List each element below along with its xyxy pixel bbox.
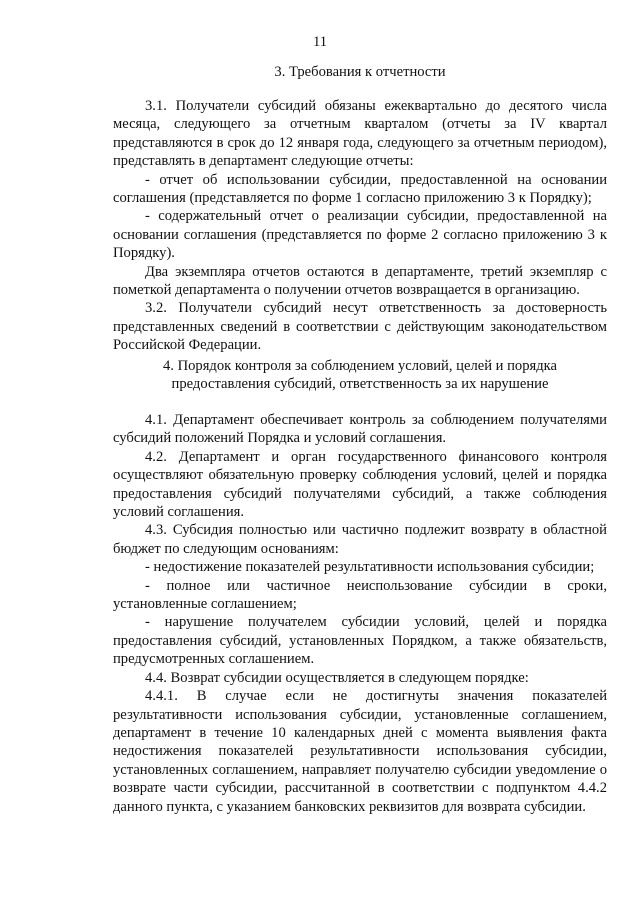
paragraph-3-1: 3.1. Получатели субсидий обязаны ежеквартально до десятого числа месяца, следующего за отчетным кварталом (отчеты за IV квартал представляются в срок до 12 января года, следующего за отчетным периодом), представлять в департамент следующие отчеты: <box>113 98 607 170</box>
paragraph-4-3: 4.3. Субсидия полностью или частично подлежит возврату в областной бюджет по следующим основаниям: <box>113 522 607 557</box>
paragraph-4-2: 4.2. Департамент и орган государственного финансового контроля осуществляют обязательную проверку соблюдения условий, целей и порядка предоставления субсидий получателями субсидий, а также соблюдения условий соглашения. <box>113 448 607 521</box>
section-4-title-line-2: предоставления субсидий, ответственность за их нарушение <box>171 376 549 393</box>
section-4-title-line-1: 4. Порядок контроля за соблюдением условий, целей и порядка <box>162 358 558 374</box>
list-item-ground-1: - недостижение показателей результативности использования субсидии; <box>145 559 595 576</box>
list-item-ground-2: - полное или частичное неиспользование субсидии в сроки, установленные соглашением; <box>113 577 607 613</box>
page-number: 11 <box>312 34 328 50</box>
paragraph-copies: Два экземпляра отчетов остаются в департаменте, третий экземпляр с пометкой департамента о получении отчетов возвращается в организацию. <box>113 263 607 299</box>
paragraph-4-4: 4.4. Возврат субсидии осуществляется в следующем порядке: <box>145 669 529 686</box>
paragraph-3-2: 3.2. Получатели субсидий несут ответственность за достоверность представленных сведений в соответствии с действующим законодательством Российской Федерации. <box>113 300 607 354</box>
paragraph-4-1: 4.1. Департамент обеспечивает контроль за соблюдением получателями субсидий положений Порядка и условий соглашения. <box>113 412 607 447</box>
list-item-report-content: - содержательный отчет о реализации субсидии, предоставленной на основании соглашения (представляется по форме 2 согласно приложению 3 к Порядку). <box>113 208 607 262</box>
section-3-title: 3. Требования к отчетности <box>274 64 446 80</box>
section-4-body <box>113 411 607 816</box>
paragraph-4-4-1: 4.4.1. В случае если не достигнуты значения показателей результативности использования субсидии, установленные соглашением, департамент в течение 10 календарных дней с момента выявления факта недостижения показателей результативности использования субсидии, установленных соглашением, направляет получателю субсидии уведомление о возврате части субсидии, рассчитанной в соответствии с подпунктом 4.4.2 данного пункта, с указанием банковских реквизитов для возврата субсидии. <box>113 688 607 815</box>
list-item-ground-3: - нарушение получателем субсидии условий, целей и порядка предоставления субсидий, установленных Порядком, а также обязательств, предусмотренных соглашением. <box>113 614 607 668</box>
section-4-title <box>110 357 610 394</box>
section-3-body <box>113 97 607 355</box>
list-item-report-usage: - отчет об использовании субсидии, предоставленной на основании соглашения (представляется по форме 1 согласно приложению 3 к Порядку); <box>113 171 607 207</box>
